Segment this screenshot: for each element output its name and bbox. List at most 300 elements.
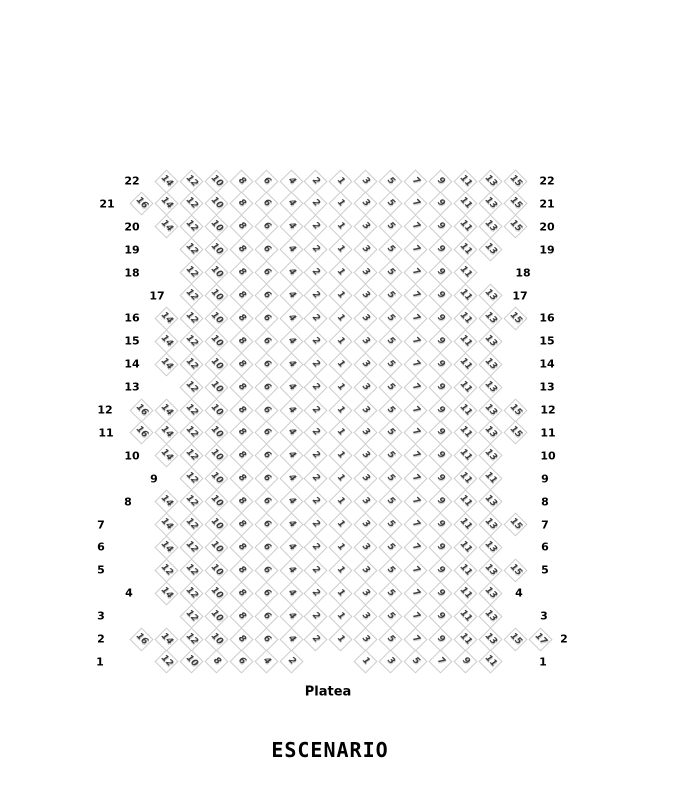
seat-row10-6[interactable] (254, 444, 278, 468)
seat-row5-3[interactable] (353, 558, 377, 582)
seat-row1-2[interactable] (279, 650, 303, 674)
seat-row19-6[interactable] (254, 238, 278, 262)
seat-row21-11[interactable] (453, 192, 477, 216)
seat-row7-13[interactable] (478, 512, 502, 536)
seat-row2-7[interactable] (403, 627, 427, 651)
seat-row21-8[interactable] (229, 192, 253, 216)
seat-row16-4[interactable] (279, 306, 303, 330)
seat-row9-10[interactable] (204, 467, 228, 491)
seat-row4-14[interactable] (154, 581, 178, 605)
seat-row4-3[interactable] (353, 581, 377, 605)
seat-row6-3[interactable] (353, 535, 377, 559)
seat-row12-10[interactable] (204, 398, 228, 422)
seat-row17-12[interactable] (179, 283, 203, 307)
seat-row7-15[interactable] (503, 512, 527, 536)
seat-row12-7[interactable] (403, 398, 427, 422)
seat-row8-9[interactable] (428, 490, 452, 514)
seat-row20-13[interactable] (478, 215, 502, 239)
seat-row13-13[interactable] (478, 375, 502, 399)
seat-row19-1[interactable] (328, 238, 352, 262)
seat-row18-9[interactable] (428, 261, 452, 285)
seat-row20-15[interactable] (503, 215, 527, 239)
seat-row11-8[interactable] (229, 421, 253, 445)
seat-row9-3[interactable] (353, 467, 377, 491)
seat-row12-12[interactable] (179, 398, 203, 422)
seat-row13-1[interactable] (328, 375, 352, 399)
seat-row6-2[interactable] (303, 535, 327, 559)
seat-row11-1[interactable] (328, 421, 352, 445)
seat-row21-6[interactable] (254, 192, 278, 216)
seat-row13-6[interactable] (254, 375, 278, 399)
seat-row6-12[interactable] (179, 535, 203, 559)
seat-row14-14[interactable] (154, 352, 178, 376)
seat-row3-2[interactable] (303, 604, 327, 628)
seat-row17-2[interactable] (303, 283, 327, 307)
seat-row18-4[interactable] (279, 261, 303, 285)
seat-row15-9[interactable] (428, 329, 452, 353)
seat-row11-5[interactable] (378, 421, 402, 445)
seat-row3-12[interactable] (179, 604, 203, 628)
seat-row10-7[interactable] (403, 444, 427, 468)
seat-row15-13[interactable] (478, 329, 502, 353)
seat-row20-10[interactable] (204, 215, 228, 239)
seat-row16-1[interactable] (328, 306, 352, 330)
seat-row22-8[interactable] (229, 169, 253, 193)
seat-row19-5[interactable] (378, 238, 402, 262)
seat-row6-14[interactable] (154, 535, 178, 559)
seat-row19-3[interactable] (353, 238, 377, 262)
seat-row20-5[interactable] (378, 215, 402, 239)
seat-row15-6[interactable] (254, 329, 278, 353)
seat-row13-7[interactable] (403, 375, 427, 399)
seat-row7-3[interactable] (353, 512, 377, 536)
seat-row4-5[interactable] (378, 581, 402, 605)
seat-row15-11[interactable] (453, 329, 477, 353)
seat-row11-7[interactable] (403, 421, 427, 445)
seat-row18-5[interactable] (378, 261, 402, 285)
seat-row17-7[interactable] (403, 283, 427, 307)
seat-row22-1[interactable] (328, 169, 352, 193)
seat-row20-11[interactable] (453, 215, 477, 239)
seat-row3-13[interactable] (478, 604, 502, 628)
seat-row21-1[interactable] (328, 192, 352, 216)
seat-row22-3[interactable] (353, 169, 377, 193)
seat-row21-3[interactable] (353, 192, 377, 216)
seat-row16-6[interactable] (254, 306, 278, 330)
seat-row21-15[interactable] (503, 192, 527, 216)
seat-row16-8[interactable] (229, 306, 253, 330)
seat-row13-12[interactable] (179, 375, 203, 399)
seat-row22-13[interactable] (478, 169, 502, 193)
seat-row10-12[interactable] (179, 444, 203, 468)
seat-row19-9[interactable] (428, 238, 452, 262)
seat-row6-6[interactable] (254, 535, 278, 559)
seat-row4-11[interactable] (453, 581, 477, 605)
seat-row7-2[interactable] (303, 512, 327, 536)
seat-row18-11[interactable] (453, 261, 477, 285)
seat-row12-9[interactable] (428, 398, 452, 422)
seat-row4-1[interactable] (328, 581, 352, 605)
seat-row19-12[interactable] (179, 238, 203, 262)
seat-row8-1[interactable] (328, 490, 352, 514)
seat-row13-11[interactable] (453, 375, 477, 399)
seat-row13-8[interactable] (229, 375, 253, 399)
seat-row6-4[interactable] (279, 535, 303, 559)
seat-row2-2[interactable] (303, 627, 327, 651)
seat-row11-14[interactable] (154, 421, 178, 445)
seat-row17-1[interactable] (328, 283, 352, 307)
seat-row12-8[interactable] (229, 398, 253, 422)
seat-row15-5[interactable] (378, 329, 402, 353)
seat-row7-10[interactable] (204, 512, 228, 536)
seat-row12-14[interactable] (154, 398, 178, 422)
seat-row5-2[interactable] (303, 558, 327, 582)
seat-row7-11[interactable] (453, 512, 477, 536)
seat-row9-11[interactable] (478, 467, 502, 491)
seat-row4-6[interactable] (254, 581, 278, 605)
seat-row8-13[interactable] (478, 490, 502, 514)
seat-row17-4[interactable] (279, 283, 303, 307)
seat-row9-5[interactable] (378, 467, 402, 491)
seat-row14-11[interactable] (453, 352, 477, 376)
seat-row2-1[interactable] (328, 627, 352, 651)
seat-row1-9[interactable] (453, 650, 477, 674)
seat-row20-3[interactable] (353, 215, 377, 239)
seat-row7-9[interactable] (428, 512, 452, 536)
seat-row11-16[interactable] (129, 421, 153, 445)
seat-row15-2[interactable] (303, 329, 327, 353)
seat-row12-16[interactable] (129, 398, 153, 422)
seat-row21-7[interactable] (403, 192, 427, 216)
seat-row14-4[interactable] (279, 352, 303, 376)
seat-row2-12[interactable] (179, 627, 203, 651)
seat-row6-8[interactable] (229, 535, 253, 559)
seat-row3-11[interactable] (453, 604, 477, 628)
seat-row20-6[interactable] (254, 215, 278, 239)
seat-row8-8[interactable] (229, 490, 253, 514)
seat-row18-3[interactable] (353, 261, 377, 285)
seat-row14-10[interactable] (204, 352, 228, 376)
seat-row15-8[interactable] (229, 329, 253, 353)
seat-row1-12[interactable] (154, 650, 178, 674)
seat-row5-12[interactable] (154, 558, 178, 582)
seat-row10-14[interactable] (154, 444, 178, 468)
seat-row9-4[interactable] (279, 467, 303, 491)
seat-row17-8[interactable] (229, 283, 253, 307)
seat-row11-3[interactable] (353, 421, 377, 445)
seat-row5-11[interactable] (453, 558, 477, 582)
seat-row5-7[interactable] (403, 558, 427, 582)
seat-row16-9[interactable] (428, 306, 452, 330)
seat-row14-3[interactable] (353, 352, 377, 376)
seat-row16-2[interactable] (303, 306, 327, 330)
seat-row13-10[interactable] (204, 375, 228, 399)
seat-row16-13[interactable] (478, 306, 502, 330)
seat-row8-2[interactable] (303, 490, 327, 514)
seat-row13-2[interactable] (303, 375, 327, 399)
seat-row2-17[interactable] (528, 627, 552, 651)
seat-row2-14[interactable] (154, 627, 178, 651)
seat-row7-7[interactable] (403, 512, 427, 536)
seat-row2-11[interactable] (453, 627, 477, 651)
seat-row17-13[interactable] (478, 283, 502, 307)
seat-row20-4[interactable] (279, 215, 303, 239)
seat-row20-7[interactable] (403, 215, 427, 239)
seat-row20-12[interactable] (179, 215, 203, 239)
seat-row16-5[interactable] (378, 306, 402, 330)
seat-row17-9[interactable] (428, 283, 452, 307)
seat-row10-13[interactable] (478, 444, 502, 468)
seat-row21-14[interactable] (154, 192, 178, 216)
seat-row2-6[interactable] (254, 627, 278, 651)
seat-row2-10[interactable] (204, 627, 228, 651)
seat-row20-2[interactable] (303, 215, 327, 239)
seat-row4-10[interactable] (204, 581, 228, 605)
seat-row20-14[interactable] (154, 215, 178, 239)
seat-row3-4[interactable] (279, 604, 303, 628)
seat-row18-12[interactable] (179, 261, 203, 285)
seat-row8-7[interactable] (403, 490, 427, 514)
seat-row9-9[interactable] (428, 467, 452, 491)
seat-row8-6[interactable] (254, 490, 278, 514)
seat-row10-10[interactable] (204, 444, 228, 468)
seat-row12-13[interactable] (478, 398, 502, 422)
seat-row10-3[interactable] (353, 444, 377, 468)
seat-row17-6[interactable] (254, 283, 278, 307)
seat-row22-9[interactable] (428, 169, 452, 193)
seat-row16-10[interactable] (204, 306, 228, 330)
seat-row11-6[interactable] (254, 421, 278, 445)
seat-row6-9[interactable] (428, 535, 452, 559)
seat-row7-8[interactable] (229, 512, 253, 536)
seat-row4-9[interactable] (428, 581, 452, 605)
seat-row14-2[interactable] (303, 352, 327, 376)
seat-row11-15[interactable] (503, 421, 527, 445)
seat-row18-1[interactable] (328, 261, 352, 285)
seat-row9-6[interactable] (254, 467, 278, 491)
seat-row22-4[interactable] (279, 169, 303, 193)
seat-row10-5[interactable] (378, 444, 402, 468)
seat-row9-11[interactable] (453, 467, 477, 491)
seat-row9-7[interactable] (403, 467, 427, 491)
seat-row11-2[interactable] (303, 421, 327, 445)
seat-row19-7[interactable] (403, 238, 427, 262)
seat-row8-14[interactable] (154, 490, 178, 514)
seat-row12-2[interactable] (303, 398, 327, 422)
seat-row3-10[interactable] (204, 604, 228, 628)
seat-row8-4[interactable] (279, 490, 303, 514)
seat-row17-3[interactable] (353, 283, 377, 307)
seat-row8-12[interactable] (179, 490, 203, 514)
seat-row22-7[interactable] (403, 169, 427, 193)
seat-row22-14[interactable] (154, 169, 178, 193)
seat-row11-9[interactable] (428, 421, 452, 445)
seat-row15-14[interactable] (154, 329, 178, 353)
seat-row9-12[interactable] (179, 467, 203, 491)
seat-row12-4[interactable] (279, 398, 303, 422)
seat-row18-7[interactable] (403, 261, 427, 285)
seat-row6-5[interactable] (378, 535, 402, 559)
seat-row13-5[interactable] (378, 375, 402, 399)
seat-row5-8[interactable] (229, 558, 253, 582)
seat-row8-5[interactable] (378, 490, 402, 514)
seat-row21-10[interactable] (204, 192, 228, 216)
seat-row2-8[interactable] (229, 627, 253, 651)
seat-row2-13[interactable] (478, 627, 502, 651)
seat-row12-15[interactable] (503, 398, 527, 422)
seat-row15-10[interactable] (204, 329, 228, 353)
seat-row20-1[interactable] (328, 215, 352, 239)
seat-row3-8[interactable] (229, 604, 253, 628)
seat-row3-5[interactable] (378, 604, 402, 628)
seat-row10-2[interactable] (303, 444, 327, 468)
seat-row16-12[interactable] (179, 306, 203, 330)
seat-row18-10[interactable] (204, 261, 228, 285)
seat-row14-8[interactable] (229, 352, 253, 376)
seat-row3-1[interactable] (328, 604, 352, 628)
seat-row10-4[interactable] (279, 444, 303, 468)
seat-row8-11[interactable] (453, 490, 477, 514)
seat-row8-3[interactable] (353, 490, 377, 514)
seat-row4-2[interactable] (303, 581, 327, 605)
seat-row18-8[interactable] (229, 261, 253, 285)
seat-row19-4[interactable] (279, 238, 303, 262)
seat-row6-11[interactable] (453, 535, 477, 559)
seat-row3-6[interactable] (254, 604, 278, 628)
seat-row5-9[interactable] (428, 558, 452, 582)
seat-row5-10[interactable] (204, 558, 228, 582)
seat-row15-4[interactable] (279, 329, 303, 353)
seat-row2-3[interactable] (353, 627, 377, 651)
seat-row7-12[interactable] (179, 512, 203, 536)
seat-row14-13[interactable] (478, 352, 502, 376)
seat-row16-14[interactable] (154, 306, 178, 330)
seat-row7-4[interactable] (279, 512, 303, 536)
seat-row19-11[interactable] (453, 238, 477, 262)
seat-row19-2[interactable] (303, 238, 327, 262)
seat-row14-7[interactable] (403, 352, 427, 376)
seat-row5-1[interactable] (328, 558, 352, 582)
seat-row21-12[interactable] (179, 192, 203, 216)
seat-row22-11[interactable] (453, 169, 477, 193)
seat-row7-1[interactable] (328, 512, 352, 536)
seat-row20-8[interactable] (229, 215, 253, 239)
seat-row11-12[interactable] (179, 421, 203, 445)
seat-row7-5[interactable] (378, 512, 402, 536)
seat-row22-6[interactable] (254, 169, 278, 193)
seat-row6-1[interactable] (328, 535, 352, 559)
seat-row5-5[interactable] (378, 558, 402, 582)
seat-row21-5[interactable] (378, 192, 402, 216)
seat-row19-8[interactable] (229, 238, 253, 262)
seat-row13-9[interactable] (428, 375, 452, 399)
seat-row3-9[interactable] (428, 604, 452, 628)
seat-row7-14[interactable] (154, 512, 178, 536)
seat-row1-3[interactable] (378, 650, 402, 674)
seat-row16-3[interactable] (353, 306, 377, 330)
seat-row22-2[interactable] (303, 169, 327, 193)
seat-row16-15[interactable] (503, 306, 527, 330)
seat-row22-12[interactable] (179, 169, 203, 193)
seat-row1-6[interactable] (229, 650, 253, 674)
seat-row12-5[interactable] (378, 398, 402, 422)
seat-row10-8[interactable] (229, 444, 253, 468)
seat-row4-7[interactable] (403, 581, 427, 605)
seat-row1-11[interactable] (478, 650, 502, 674)
seat-row6-13[interactable] (478, 535, 502, 559)
seat-row16-7[interactable] (403, 306, 427, 330)
seat-row22-15[interactable] (503, 169, 527, 193)
seat-row8-10[interactable] (204, 490, 228, 514)
seat-row4-12[interactable] (179, 581, 203, 605)
seat-row4-13[interactable] (478, 581, 502, 605)
seat-row11-13[interactable] (478, 421, 502, 445)
seat-row21-16[interactable] (129, 192, 153, 216)
seat-row1-1[interactable] (353, 650, 377, 674)
seat-row18-6[interactable] (254, 261, 278, 285)
seat-row4-8[interactable] (229, 581, 253, 605)
seat-row11-4[interactable] (279, 421, 303, 445)
seat-row20-9[interactable] (428, 215, 452, 239)
seat-row22-10[interactable] (204, 169, 228, 193)
seat-row19-10[interactable] (204, 238, 228, 262)
seat-row19-13[interactable] (478, 238, 502, 262)
seat-row15-3[interactable] (353, 329, 377, 353)
seat-row1-8[interactable] (204, 650, 228, 674)
seat-row16-11[interactable] (453, 306, 477, 330)
seat-row7-6[interactable] (254, 512, 278, 536)
seat-row12-6[interactable] (254, 398, 278, 422)
seat-row2-5[interactable] (378, 627, 402, 651)
seat-row17-11[interactable] (453, 283, 477, 307)
seat-row14-6[interactable] (254, 352, 278, 376)
seat-row17-10[interactable] (204, 283, 228, 307)
seat-row10-11[interactable] (453, 444, 477, 468)
seat-row21-4[interactable] (279, 192, 303, 216)
seat-row1-5[interactable] (403, 650, 427, 674)
seat-row15-12[interactable] (179, 329, 203, 353)
seat-row21-2[interactable] (303, 192, 327, 216)
seat-row22-5[interactable] (378, 169, 402, 193)
seat-row2-16[interactable] (129, 627, 153, 651)
seat-row6-7[interactable] (403, 535, 427, 559)
seat-row9-8[interactable] (229, 467, 253, 491)
seat-row14-12[interactable] (179, 352, 203, 376)
seat-row5-4[interactable] (279, 558, 303, 582)
seat-row18-2[interactable] (303, 261, 327, 285)
seat-row1-4[interactable] (254, 650, 278, 674)
seat-row9-2[interactable] (303, 467, 327, 491)
seat-row5-15[interactable] (503, 558, 527, 582)
seat-row5-13[interactable] (478, 558, 502, 582)
seat-row2-15[interactable] (503, 627, 527, 651)
seat-row14-1[interactable] (328, 352, 352, 376)
seat-row14-9[interactable] (428, 352, 452, 376)
seat-row3-7[interactable] (403, 604, 427, 628)
seat-row1-7[interactable] (428, 650, 452, 674)
seat-row9-1[interactable] (328, 467, 352, 491)
seat-row5-12[interactable] (179, 558, 203, 582)
seat-row13-4[interactable] (279, 375, 303, 399)
seat-row11-11[interactable] (453, 421, 477, 445)
seat-row10-1[interactable] (328, 444, 352, 468)
seat-row6-10[interactable] (204, 535, 228, 559)
seat-row15-1[interactable] (328, 329, 352, 353)
seat-row12-1[interactable] (328, 398, 352, 422)
seat-row17-5[interactable] (378, 283, 402, 307)
seat-row5-6[interactable] (254, 558, 278, 582)
seat-row12-11[interactable] (453, 398, 477, 422)
